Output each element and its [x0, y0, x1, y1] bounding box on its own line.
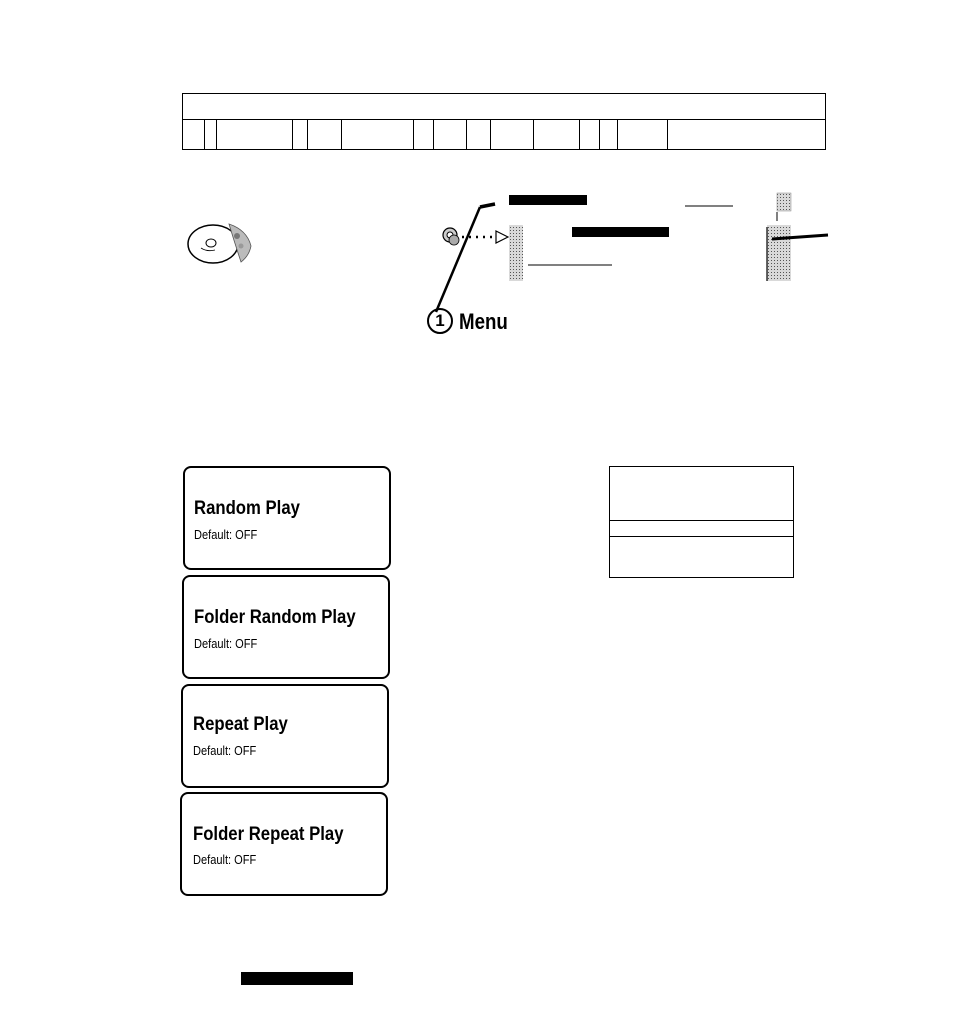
disc-icon: [185, 216, 257, 268]
step-number-badge: [427, 308, 453, 334]
option-title: Folder Repeat Play: [193, 824, 344, 845]
header-cell-divider: [292, 120, 293, 150]
header-cell-divider: [341, 120, 342, 150]
header-cell-divider: [599, 120, 600, 150]
settings-table: [609, 466, 794, 578]
header-cell-divider: [579, 120, 580, 150]
option-title: Repeat Play: [193, 714, 288, 735]
header-table-title-row: [183, 94, 825, 120]
header-cell-divider: [466, 120, 467, 150]
header-cell-divider: [490, 120, 491, 150]
header-cell-divider: [413, 120, 414, 150]
table-row-divider: [610, 536, 793, 537]
footer-label-bar: [241, 972, 353, 985]
option-box-repeat-play: [181, 684, 389, 788]
option-default: Default: OFF: [193, 852, 257, 867]
header-cell-divider: [533, 120, 534, 150]
header-table: [182, 93, 826, 150]
step-number: 1: [435, 311, 445, 330]
option-default: Default: OFF: [193, 743, 257, 758]
header-cell-divider: [216, 120, 217, 150]
option-box-folder-repeat-play: [180, 792, 388, 896]
header-cell-divider: [307, 120, 308, 150]
table-row-divider: [610, 520, 793, 521]
header-cell-divider: [667, 120, 668, 150]
option-default: Default: OFF: [194, 527, 258, 542]
menu-step-label: Menu: [459, 309, 508, 334]
header-table-cells: [183, 120, 825, 150]
header-cell-divider: [617, 120, 618, 150]
header-cell-divider: [204, 120, 205, 150]
option-box-random-play: [183, 466, 391, 570]
option-title: Random Play: [194, 498, 300, 519]
header-cell-divider: [433, 120, 434, 150]
option-title: Folder Random Play: [194, 607, 356, 628]
option-box-folder-random-play: [182, 575, 390, 679]
option-default: Default: OFF: [194, 636, 258, 651]
